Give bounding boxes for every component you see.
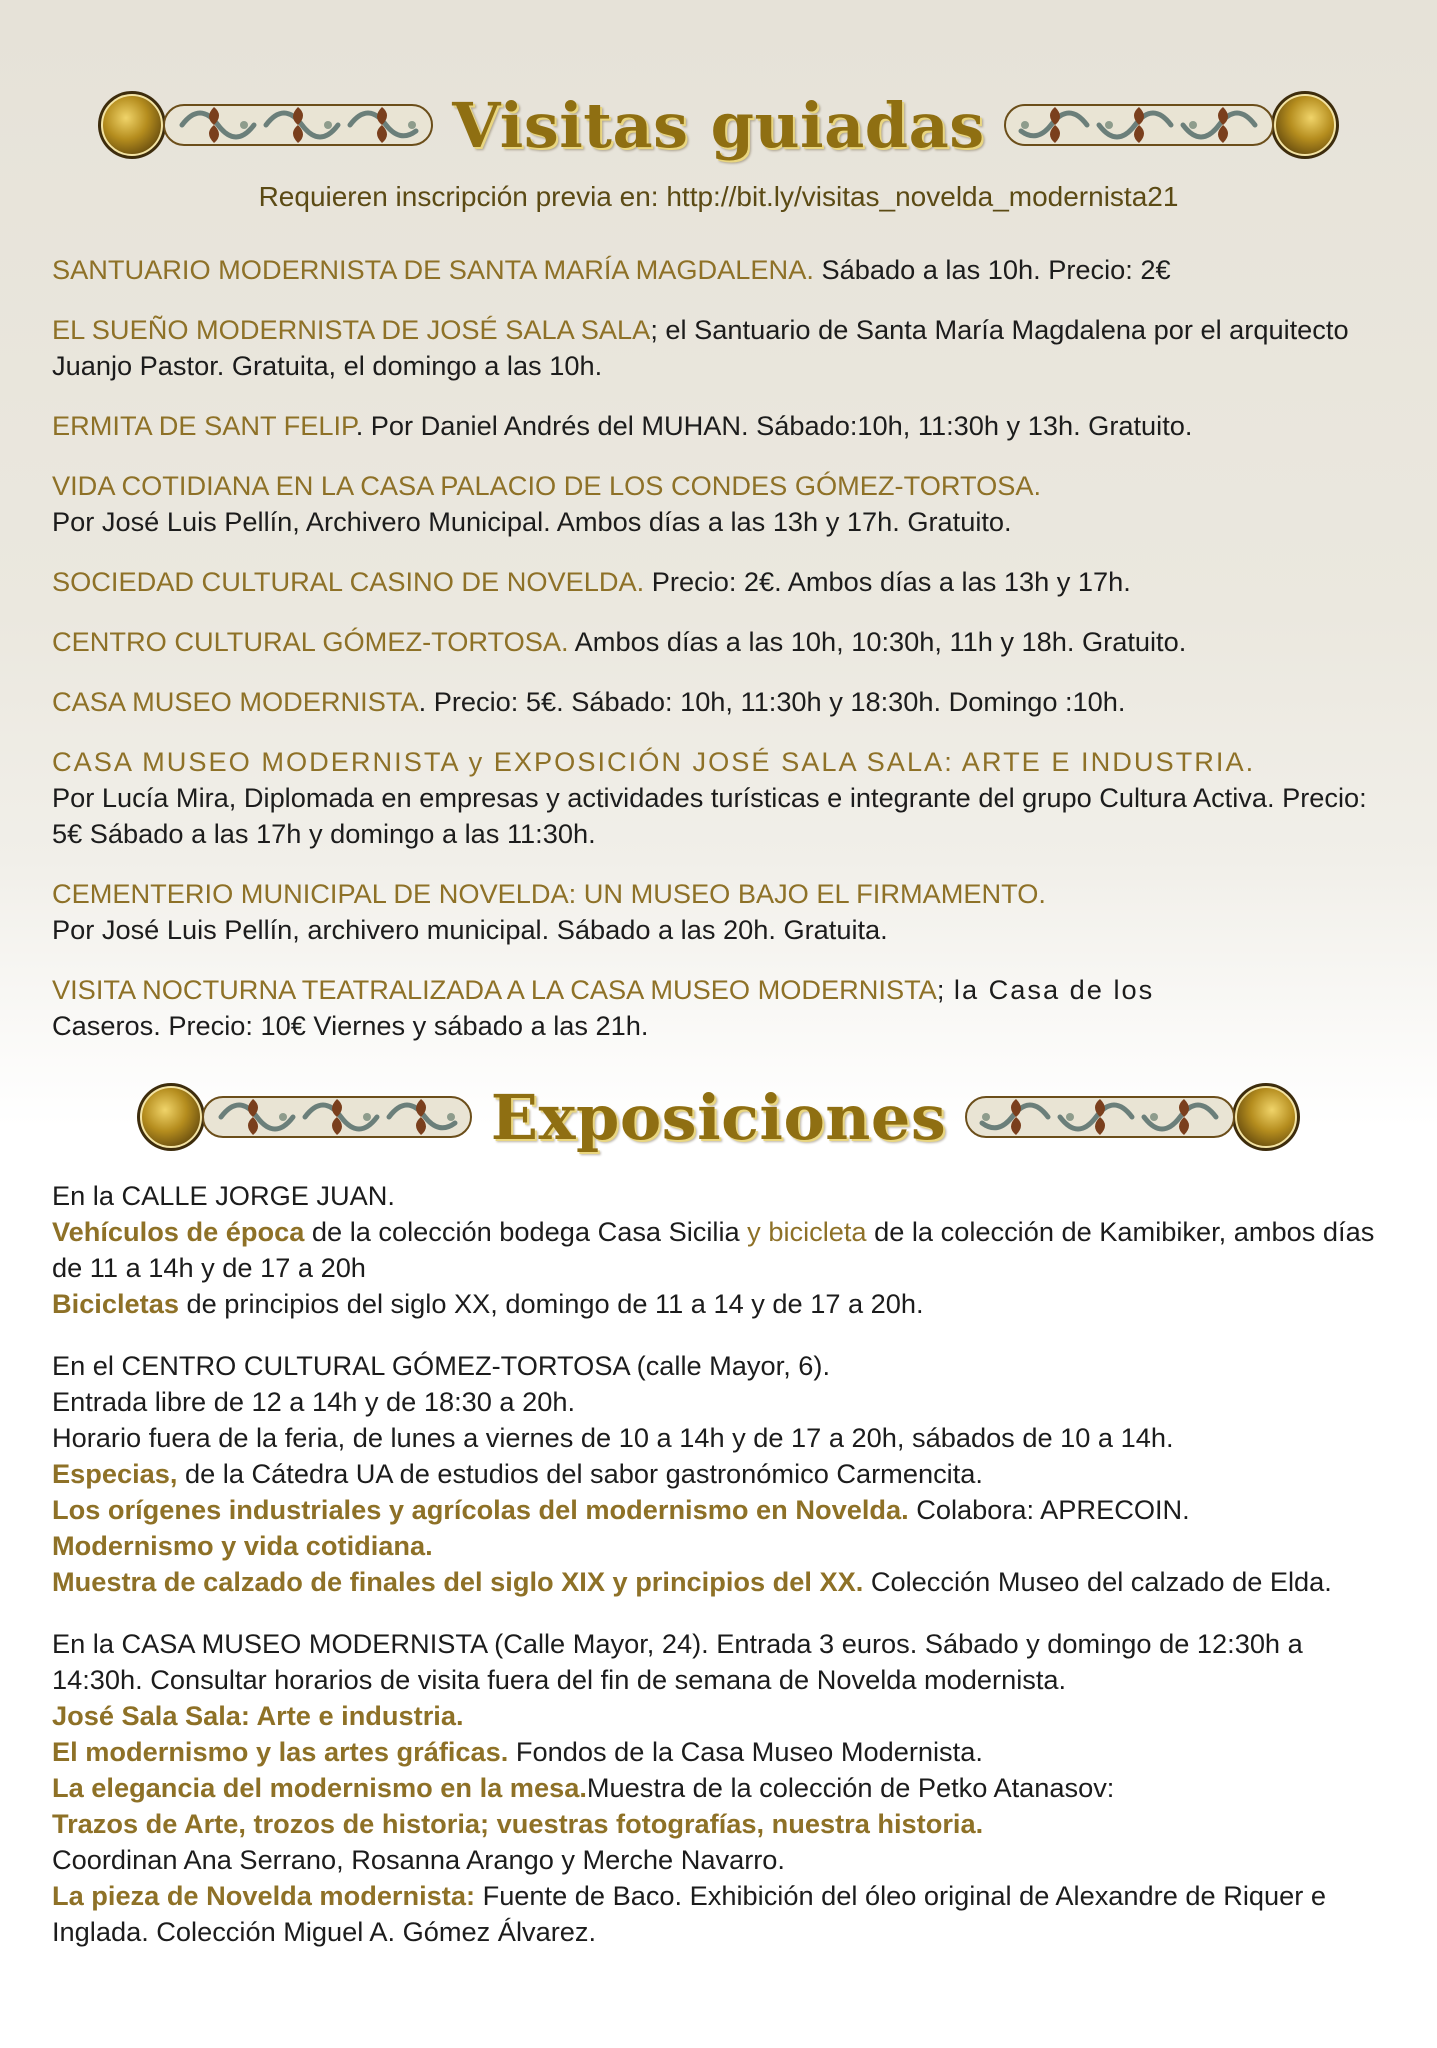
ornament-left-icon — [133, 1077, 473, 1157]
list-item: CEMENTERIO MUNICIPAL DE NOVELDA: UN MUSEO BAJO EL FIRMAMENTO. Por José Luis Pellín, archivero municipal. Sábado a las 20h. Gratuita. — [52, 878, 1046, 945]
ornament-right-icon — [964, 1077, 1304, 1157]
list-item: EL SUEÑO MODERNISTA DE JOSÉ SALA SALA; el Santuario de Santa María Magdalena por el arquitecto Juanjo Pastor. Gratuita, el domingo a las 10h. — [52, 314, 1349, 381]
list-item: SOCIEDAD CULTURAL CASINO DE NOVELDA. Precio: 2€. Ambos días a las 13h y 17h. — [52, 566, 1131, 597]
exposiciones-title: Exposiciones — [490, 1080, 947, 1154]
list-item: CASA MUSEO MODERNISTA y EXPOSICIÓN JOSÉ SALA SALA: ARTE E INDUSTRIA. Por Lucía Mira, Diplomada en empresas y actividades turísticas e integrante del grupo Cultura Activa. Precio: 5€ Sábado a las 17h y domingo a las 11:30h. — [52, 746, 1367, 849]
expo-block-centro-cultural: En el CENTRO CULTURAL GÓMEZ-TORTOSA (calle Mayor, 6). Entrada libre de 12 a 14h y de 18:30 a 20h. Horario fuera de la feria, de lunes a viernes de 10 a 14h y de 17 a 20h, sábados de 10 a 14h. Especias, de la Cátedra UA de estudios del sabor gastronómico Carmencita. Los orígenes industriales y agrícolas del modernismo en Novelda. Colabora: APRECOIN. Modernismo y vida cotidiana. Muestra de calzado de finales del siglo XIX y principios del XX. Colección Museo del calzado de Elda. — [52, 1350, 1332, 1597]
list-item: VISITA NOCTURNA TEATRALIZADA A LA CASA MUSEO MODERNISTA; la Casa de los Caseros. Precio: 10€ Viernes y sábado a las 21h. — [52, 974, 1155, 1041]
list-item: VIDA COTIDIANA EN LA CASA PALACIO DE LOS CONDES GÓMEZ-TORTOSA. Por José Luis Pellín, Archivero Municipal. Ambos días a las 13h y 17h. Gratuito. — [52, 470, 1042, 537]
visitas-list — [52, 252, 1392, 1068]
exposiciones-banner — [0, 1072, 1437, 1162]
list-item: CENTRO CULTURAL GÓMEZ-TORTOSA. Ambos días a las 10h, 10:30h, 11h y 18h. Gratuito. — [52, 626, 1187, 657]
ornament-right-icon — [1003, 85, 1343, 165]
exposiciones-list — [52, 1178, 1392, 1976]
ornament-left-icon — [94, 85, 434, 165]
expo-block-casa-museo: En la CASA MUSEO MODERNISTA (Calle Mayor, 24). Entrada 3 euros. Sábado y domingo de 12:30h a 14:30h. Consultar horarios de visita fuera del fin de semana de Novelda modernista. José Sala Sala: Arte e industria. El modernismo y las artes gráficas. Fondos de la Casa Museo Modernista. La elegancia del modernismo en la mesa.Muestra de la colección de Petko Atanasov: Trazos de Arte, trozos de historia; vuestras fotografías, nuestra historia. Coordinan Ana Serrano, Rosanna Arango y Merche Navarro. La pieza de Novelda modernista: Fuente de Baco. Exhibición del óleo original de Alexandre de Riquer e Inglada. Colección Miguel A. Gómez Álvarez. — [52, 1628, 1326, 1947]
visitas-title: Visitas guiadas — [452, 88, 985, 162]
list-item: SANTUARIO MODERNISTA DE SANTA MARÍA MAGDALENA. Sábado a las 10h. Precio: 2€ — [52, 254, 1171, 285]
list-item: ERMITA DE SANT FELIP. Por Daniel Andrés del MUHAN. Sábado:10h, 11:30h y 13h. Gratuito. — [52, 410, 1193, 441]
list-item: CASA MUSEO MODERNISTA. Precio: 5€. Sábado: 10h, 11:30h y 18:30h. Domingo :10h. — [52, 686, 1126, 717]
expo-block-jorge-juan: En la CALLE JORGE JUAN. Vehículos de época de la colección bodega Casa Sicilia y bicicleta de la colección de Kamibiker, ambos días de 11 a 14h y de 17 a 20h Bicicletas de principios del siglo XX, domingo de 11 a 14 y de 17 a 20h. — [52, 1180, 1375, 1319]
visitas-banner — [0, 80, 1437, 170]
visitas-subtitle: Requieren inscripción previa en: http://bit.ly/visitas_novelda_modernista21 — [258, 181, 1179, 212]
